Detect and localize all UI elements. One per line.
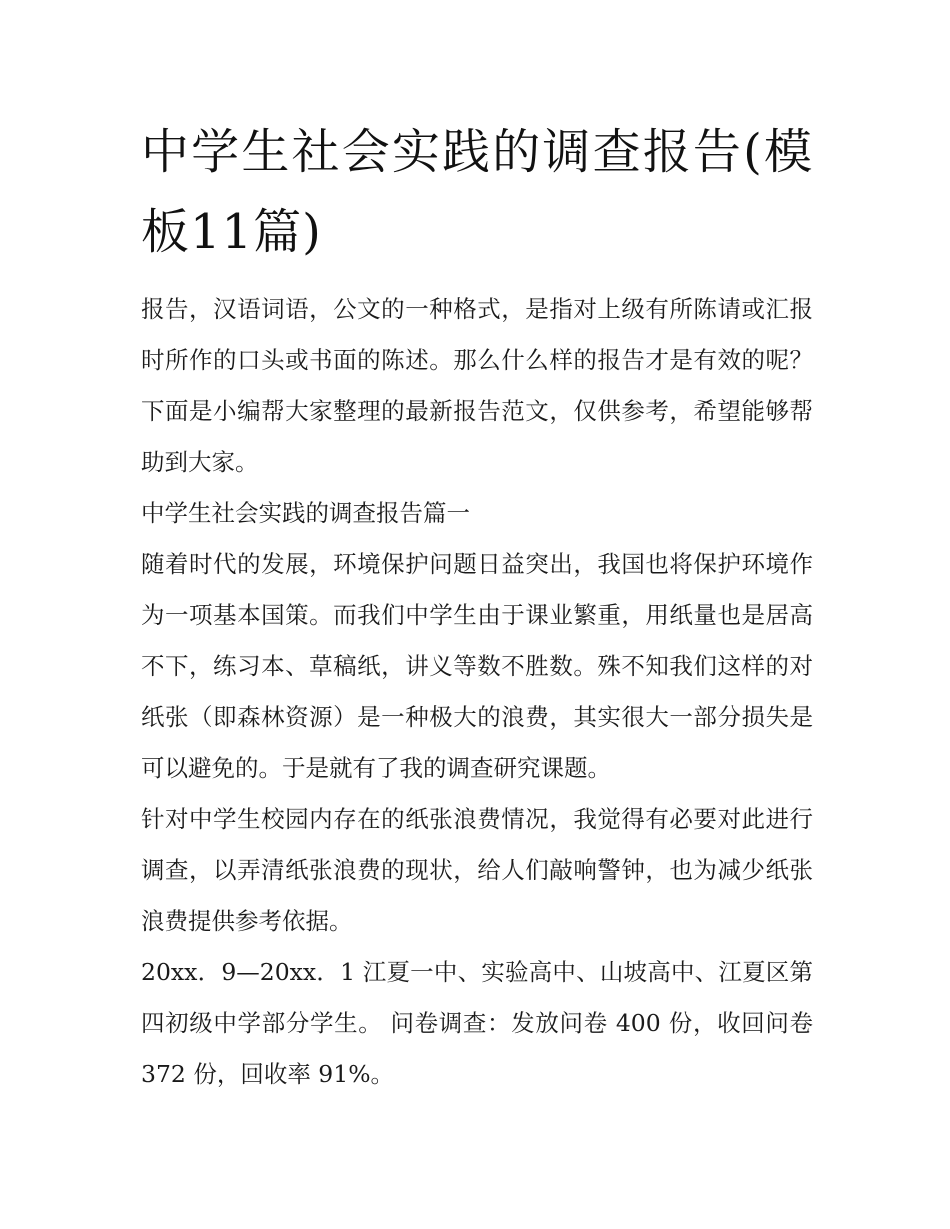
- document-body: [141, 284, 813, 1100]
- body-paragraph: 20xx．9—20xx．1 江夏一中、实验高中、山坡高中、江夏区第四初级中学部分学生。 问卷调查：发放问卷 400 份，收回问卷 372 份，回收率 91%。: [141, 958, 813, 1088]
- document-page: [141, 112, 813, 1100]
- body-paragraph: 针对中学生校园内存在的纸张浪费情况，我觉得有必要对此进行调查，以弄清纸张浪费的现状，给人们敲响警钟，也为减少纸张浪费提供参考依据。: [141, 805, 813, 935]
- intro-paragraph: 报告，汉语词语，公文的一种格式，是指对上级有所陈请或汇报时所作的口头或书面的陈述。那么什么样的报告才是有效的呢？下面是小编帮大家整理的最新报告范文，仅供参考，希望能够帮助到大家。: [141, 295, 813, 476]
- section-heading: 中学生社会实践的调查报告篇一: [141, 499, 470, 527]
- document-title: 中学生社会实践的调查报告(模板11篇): [141, 124, 813, 260]
- body-paragraph: 随着时代的发展，环境保护问题日益突出，我国也将保护环境作为一项基本国策。而我们中学生由于课业繁重，用纸量也是居高不下，练习本、草稿纸，讲义等数不胜数。殊不知我们这样的对纸张（即森林资源）是一种极大的浪费，其实很大一部分损失是可以避免的。于是就有了我的调查研究课题。: [141, 550, 813, 782]
